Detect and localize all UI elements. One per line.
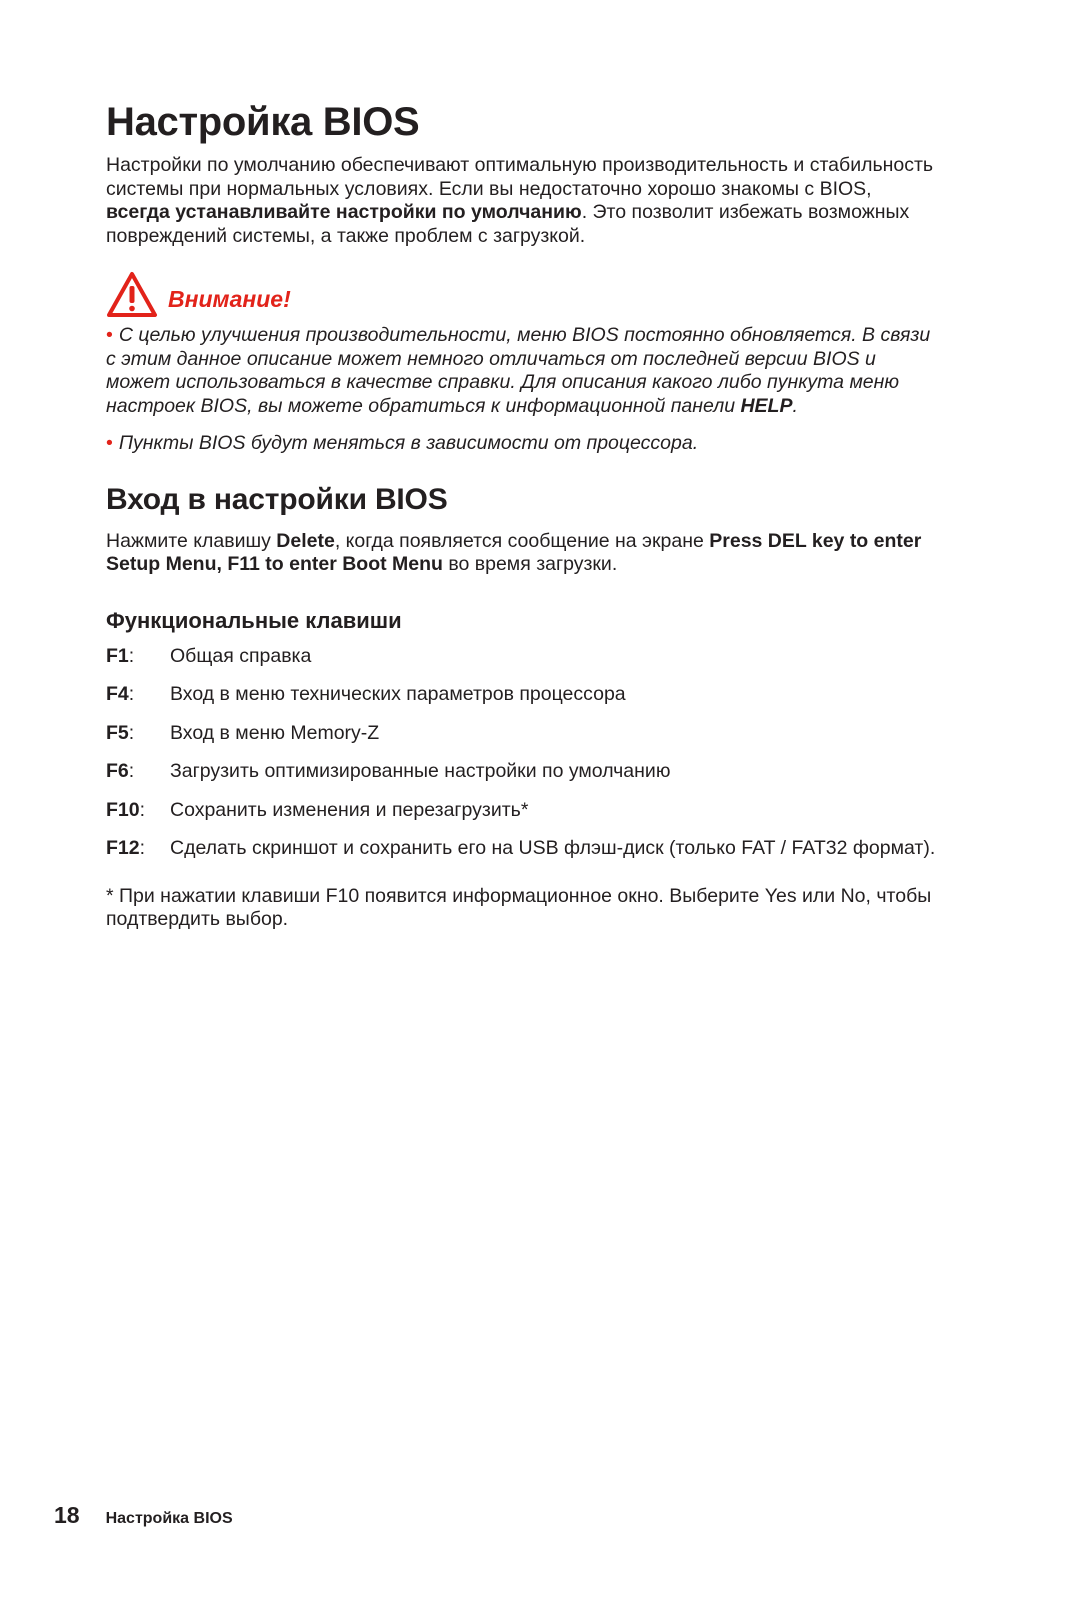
entry-text: , когда появляется сообщение на экране <box>334 529 710 552</box>
key-description: Вход в меню технических параметров процессора <box>170 683 626 705</box>
warning-header <box>106 270 936 320</box>
warning-list <box>106 324 936 456</box>
list-item <box>106 799 936 823</box>
key-description: Сделать скриншот и сохранить его на USB флэш-диск (только FAT / FAT32 формат). <box>170 837 936 859</box>
page-footer <box>54 1502 233 1529</box>
list-item <box>106 722 936 746</box>
warning-triangle-icon <box>106 271 158 319</box>
footer-title: Настройка BIOS <box>105 1510 233 1527</box>
function-key-list <box>106 645 936 861</box>
key-description: Вход в меню Memory-Z <box>170 721 380 744</box>
bullet-icon: • <box>106 324 113 346</box>
page-content <box>106 96 936 951</box>
footnote: * При нажатии клавиши F10 появится информационное окно. Выберите Yes или No, чтобы подтвердить выбор. <box>106 884 932 930</box>
key-label: F6: <box>106 760 135 782</box>
key-label: F12: <box>106 837 146 859</box>
intro-text-end: . Это позволит избежать возможных повреждений системы, а также проблем с загрузкой. <box>106 201 910 247</box>
warning-item <box>106 324 936 418</box>
intro-emphasis: всегда устанавливайте настройки по умолчанию <box>106 201 582 223</box>
boot-message: Press DEL key to enter Setup Menu, F11 to enter Boot Menu <box>106 529 922 575</box>
list-item <box>106 760 936 784</box>
intro-text: Настройки по умолчанию обеспечивают оптимальную производительность и стабильность системы при нормальных условиях. Если вы недостаточно хорошо знакомы с BIOS, <box>106 154 934 200</box>
entry-paragraph <box>106 530 936 577</box>
entry-text: во время загрузки. <box>442 553 618 575</box>
key-description: Сохранить изменения и перезагрузить* <box>170 798 529 821</box>
key-label: F1: <box>106 644 135 667</box>
key-description: Загрузить оптимизированные настройки по умолчанию <box>170 760 671 782</box>
key-name: F10 <box>106 798 140 821</box>
key-name: F5 <box>106 721 129 744</box>
section-heading-entry: Вход в настройки BIOS <box>106 482 448 516</box>
key-name: F6 <box>106 760 129 782</box>
key-label: F10: <box>106 798 146 821</box>
intro-paragraph <box>106 154 936 248</box>
delete-key: Delete <box>276 529 335 552</box>
page-title: Настройка BIOS <box>106 100 420 144</box>
warning-item-text: Пункты BIOS будут меняться в зависимости от процессора. <box>118 432 699 454</box>
list-item <box>106 683 936 707</box>
key-name: F12 <box>106 837 140 859</box>
page-number: 18 <box>54 1502 80 1528</box>
entry-text: Нажмите клавишу <box>106 529 277 552</box>
warning-item-end: . <box>792 394 798 417</box>
warning-title: Внимание! <box>168 285 291 312</box>
key-name: F1 <box>106 644 129 667</box>
warning-item-text: С целью улучшения производительности, меню BIOS постоянно обновляется. В связи с этим данное описание может немного отличаться от последней версии BIOS и может использоваться в качестве справки. Для описания какого либо пункута меню настроек BIOS, вы можете обратиться к информационной панели <box>106 324 931 417</box>
list-item <box>106 645 936 669</box>
section-heading-function-keys: Функциональные клавиши <box>106 607 402 633</box>
warning-item <box>106 432 936 456</box>
key-label: F5: <box>106 721 135 744</box>
bullet-icon: • <box>106 432 113 454</box>
key-label: F4: <box>106 683 135 705</box>
key-name: F4 <box>106 683 129 705</box>
list-item <box>106 837 936 861</box>
key-description: Общая справка <box>170 644 312 667</box>
help-emphasis: HELP <box>740 394 793 417</box>
